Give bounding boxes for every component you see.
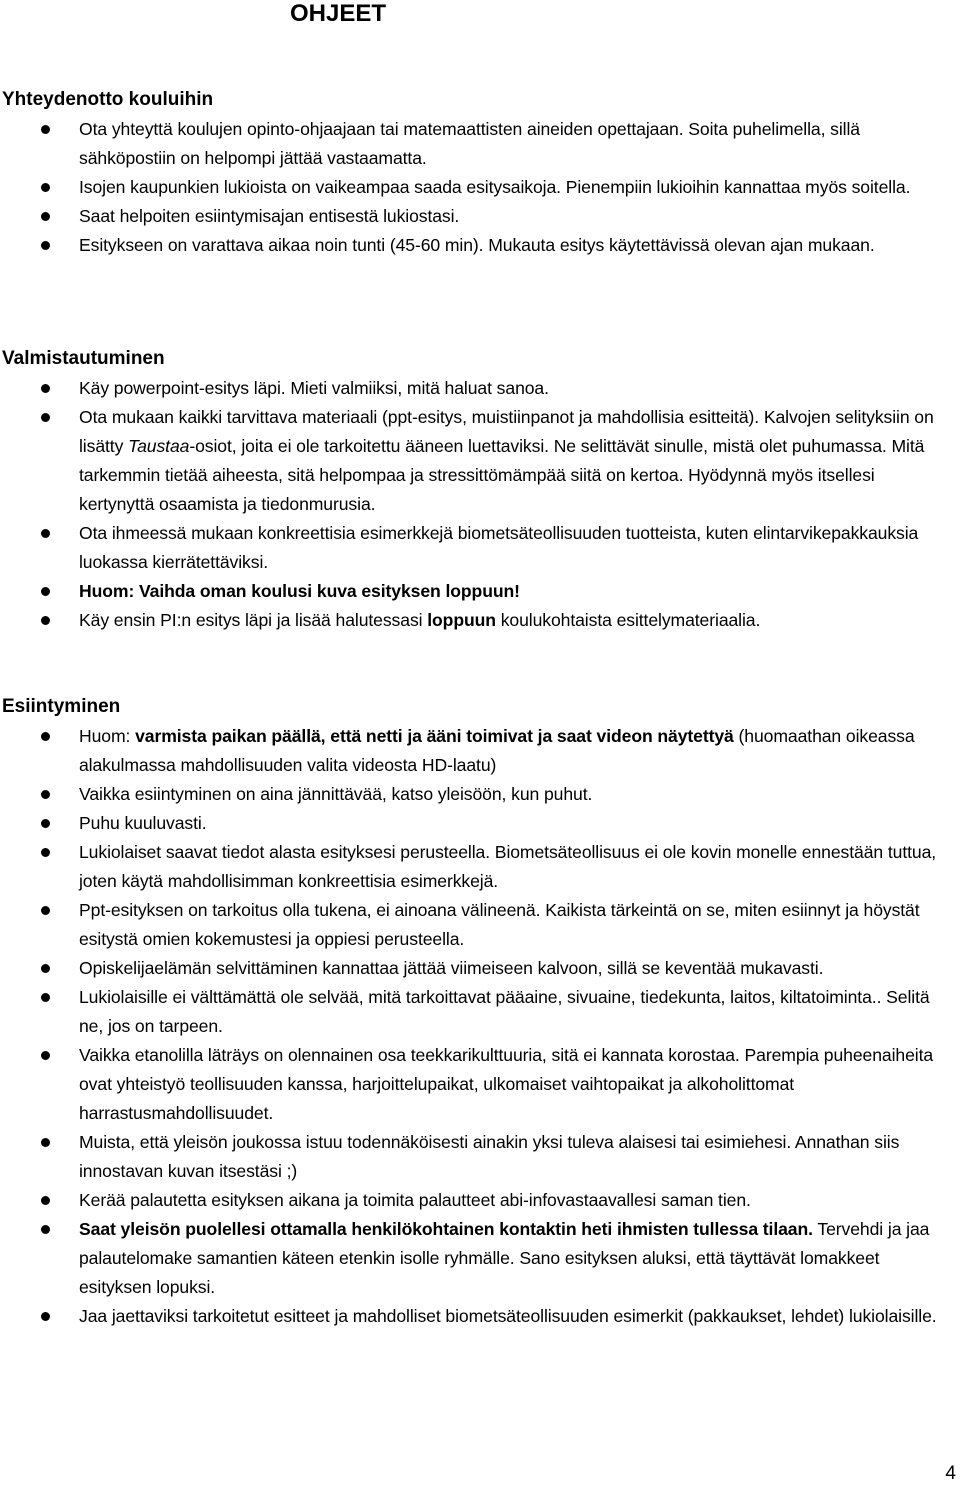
bullet-icon [41,819,50,828]
list-item [0,780,960,809]
list-item [0,1128,960,1186]
text-segment: Lukiolaisille ei välttämättä ole selvää, mitä tarkoittavat pääaine, sivuaine, tiedekunta, laitos, kiltatoiminta.. Selitä ne, jos on tarpeen. [79,987,930,1036]
text-segment: Puhu kuuluvasti. [79,813,207,833]
text-segment: Saat yleisön puolellesi ottamalla henkilökohtainen kontaktin heti ihmisten tullessa tilaan. [79,1219,813,1239]
list-item [0,809,960,838]
text-segment: loppuun [427,610,496,630]
list-item [0,1215,960,1302]
section-heading-valmistautuminen: Valmistautuminen [2,348,165,369]
page-number: 4 [945,1463,956,1484]
bullet-icon [41,1051,50,1060]
text-segment: (huomaathan oikeassa alakulmassa mahdollisuuden valita videosta HD-laatu) [79,726,915,775]
list-item [0,519,960,577]
bullet-icon [41,1225,50,1234]
bullet-icon [41,529,50,538]
text-segment: Ota yhteyttä koulujen opinto-ohjaajaan tai matemaattisten aineiden opettajaan. Soita puhelimella, sillä sähköpostiin on helpompi jättää vastaamatta. [79,119,860,168]
bullet-icon [41,587,50,596]
list-item-text [79,1219,929,1297]
bullet-icon [41,413,50,422]
text-segment: Opiskelijaelämän selvittäminen kannattaa jättää viimeiseen kalvoon, sillä se keventää mukavasti. [79,958,824,978]
list-item [0,374,960,403]
list-item-text [79,1306,937,1326]
text-segment: Jaa jaettaviksi tarkoitetut esitteet ja mahdolliset biometsäteollisuuden esimerkit (pakkaukset, lehdet) lukiolaisille. [79,1306,937,1326]
list-item-text [79,1132,899,1181]
text-segment: Taustaa [128,436,190,456]
list-item [0,1186,960,1215]
list-item-text [79,900,920,949]
text-segment: Vaikka etanolilla läträys on olennainen osa teekkarikulttuuria, sitä ei kannata korostaa. Parempia puheenaiheita ovat yhteistyö teollisuuden kanssa, harjoittelupaikat, ulkomaiset vaihtopaikat ja alkoholittomat harrastusmahdollisuudet. [79,1045,934,1123]
bullet-icon [41,1138,50,1147]
text-segment: Isojen kaupunkien lukioista on vaikeampaa saada esitysaikoja. Pienempiin lukioihin kannattaa myös soitella. [79,177,911,197]
bullet-icon [41,964,50,973]
list-item-text [79,813,207,833]
list-item-text [79,610,760,630]
text-segment: Saat helpoiten esiintymisajan entisestä lukiostasi. [79,206,460,226]
section-heading-esiintyminen: Esiintyminen [2,696,121,717]
list-item-text [79,177,910,197]
bullet-icon [41,241,50,250]
list-item-text [79,235,875,255]
list-item [0,896,960,954]
list-item [0,202,960,231]
text-segment: Huom: Vaihda oman koulusi kuva esityksen loppuun! [79,581,520,601]
list-item-text [79,726,915,775]
list-item [0,231,960,260]
list-item-text [79,1190,751,1210]
section-heading-yhteydenotto: Yhteydenotto kouluihin [2,89,214,110]
list-item [0,954,960,983]
text-segment: koulukohtaista esittelymateriaalia. [495,610,761,630]
list-item [0,983,960,1041]
text-segment: Tervehdi ja jaa palautelomake samantien käteen etenkin isolle ryhmälle. Sano esityksen aluksi, että täyttävät lomakkeet esityksen lopuksi. [79,1219,930,1297]
text-segment: Käy powerpoint-esitys läpi. Mieti valmiiksi, mitä haluat sanoa. [79,378,549,398]
list-item [0,403,960,519]
bullet-icon [41,616,50,625]
list-item [0,722,960,780]
bullet-icon [41,183,50,192]
bullet-icon [41,906,50,915]
list-item [0,1302,960,1331]
list-item-text [79,119,860,168]
text-segment: Lukiolaiset saavat tiedot alasta esityksesi perusteella. Biometsäteollisuus ei ole kovin monelle ennestään tuttua, joten käytä mahdollisimman konkreettisia esimerkkejä. [79,842,937,891]
list-item [0,606,960,635]
list-item [0,115,960,173]
bullet-icon [41,1196,50,1205]
list-item-text [79,958,823,978]
text-segment: Kerää palautetta esityksen aikana ja toimita palautteet abi-infovastaavallesi saman tien. [79,1190,751,1210]
text-segment: Huom: [79,726,136,746]
list-item-text [79,206,459,226]
text-segment: Ota ihmeessä mukaan konkreettisia esimerkkejä biometsäteollisuuden tuotteista, kuten elintarvikepakkauksia luokassa kierrätettäviksi. [79,523,919,572]
text-segment: -osiot, joita ei ole tarkoitettu ääneen luettaviksi. Ne selittävät sinulle, mistä olet puhumassa. Mitä tarkemmin tietää aiheesta, sitä helpompaa ja stressittömämpää siitä on kertoa. Hyödynnä myös itsellesi kertynyttä osaamista ja tiedonmurusia. [79,436,925,514]
list-item-text [79,987,930,1036]
text-segment: Ota mukaan kaikki tarvittava materiaali (ppt-esitys, muistiinpanot ja mahdollisia esitteitä). Kalvojen selityksiin on lisätty [79,407,934,456]
list-item-text [79,842,936,891]
list-item-text [79,407,934,514]
bullet-icon [41,993,50,1002]
text-segment: Ppt-esityksen on tarkoitus olla tukena, ei ainoana välineenä. Kaikista tärkeintä on se, miten esiinnyt ja höystät esitystä omien kokemustesi ja oppiesi perusteella. [79,900,920,949]
text-segment: Vaikka esiintyminen on aina jännittävää, katso yleisöön, kun puhut. [79,784,593,804]
list-item [0,173,960,202]
list-item [0,838,960,896]
bullet-icon [41,732,50,741]
bullet-icon [41,1312,50,1321]
text-segment: varmista paikan päällä, että netti ja ääni toimivat ja saat videon näytettyä [135,726,734,746]
bullet-list-valmistautuminen [0,374,960,635]
text-segment: Muista, että yleisön joukossa istuu todennäköisesti ainakin yksi tuleva alaisesi tai esimiehesi. Annathan siis innostavan kuvan itsestäsi ;) [79,1132,900,1181]
list-item-text [79,1045,933,1123]
bullet-icon [41,384,50,393]
list-item-text [79,784,592,804]
list-item-text [79,581,520,601]
list-item-text [79,523,918,572]
document-title: OHJEET [289,0,387,27]
list-item-text [79,378,549,398]
text-segment: Esitykseen on varattava aikaa noin tunti (45-60 min). Mukauta esitys käytettävissä olevan ajan mukaan. [79,235,875,255]
bullet-icon [41,790,50,799]
bullet-icon [41,125,50,134]
list-item [0,1041,960,1128]
bullet-icon [41,848,50,857]
bullet-icon [41,212,50,221]
bullet-list-yhteydenotto [0,115,960,260]
bullet-list-esiintyminen [0,722,960,1331]
list-item [0,577,960,606]
text-segment: Käy ensin PI:n esitys läpi ja lisää halutessasi [79,610,428,630]
